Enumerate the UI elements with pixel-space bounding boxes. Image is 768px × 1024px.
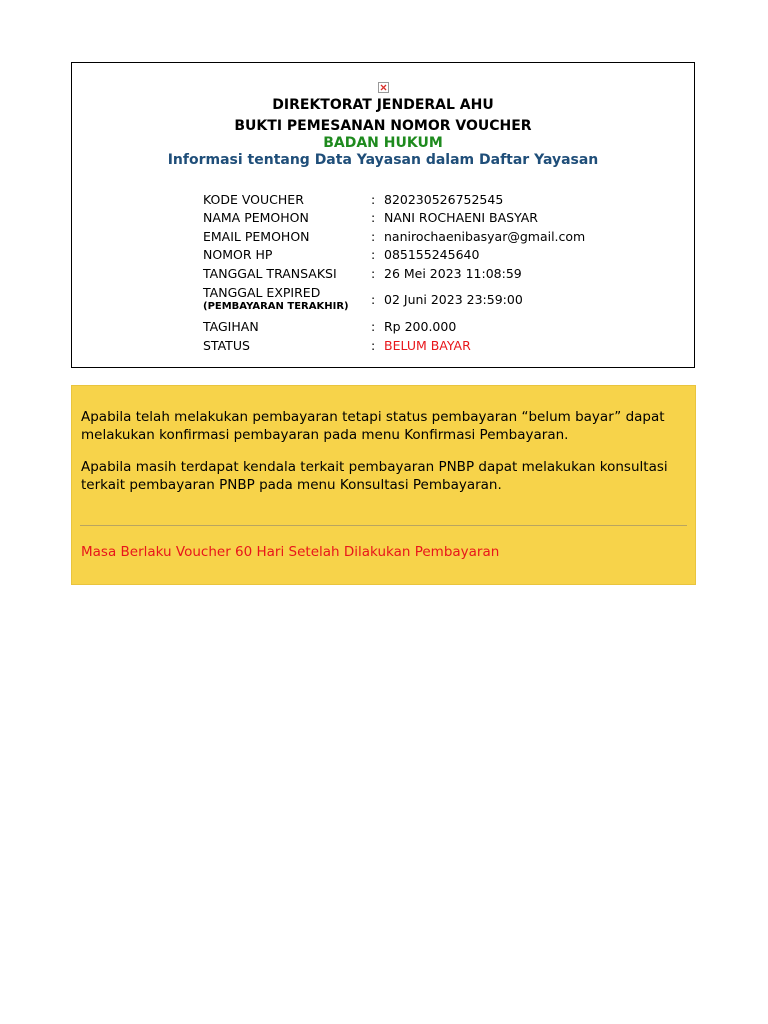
field-row-tanggal-transaksi: [203, 264, 663, 283]
field-row-nama-pemohon: [203, 209, 663, 228]
field-sublabel: (PEMBAYARAN TERAKHIR): [203, 301, 349, 312]
field-label: STATUS: [203, 337, 250, 353]
field-separator: :: [371, 210, 376, 226]
field-row-tagihan: [203, 318, 663, 337]
field-separator: :: [371, 247, 376, 263]
voucher-details: [203, 190, 663, 355]
applicant-email-value: nanirochaenibasyar@gmail.com: [384, 228, 586, 244]
field-label: TANGGAL EXPIRED: [203, 285, 321, 300]
field-row-kode-voucher: [203, 190, 663, 209]
payment-status-value: BELUM BAYAR: [384, 337, 471, 353]
consultation-instruction: Apabila masih terdapat kendala terkait pembayaran PNBP dapat melakukan konsultasi terkait pembayaran PNBP pada menu Konsultasi Pembayaran.: [81, 459, 668, 493]
voucher-code-value: 820230526752545: [384, 191, 504, 207]
field-label: NAMA PEMOHON: [203, 210, 309, 226]
info-subtitle: Informasi tentang Data Yayasan dalam Daftar Yayasan: [167, 152, 599, 168]
field-row-email-pemohon: [203, 227, 663, 246]
field-separator: :: [371, 337, 376, 353]
field-row-tanggal-expired: [203, 283, 663, 316]
field-label: NOMOR HP: [203, 247, 273, 263]
field-label-group: [203, 285, 371, 313]
field-separator: :: [371, 191, 376, 207]
applicant-name-value: NANI ROCHAENI BASYAR: [384, 210, 538, 226]
payment-notice-panel: [71, 385, 696, 585]
phone-number-value: 085155245640: [384, 247, 480, 263]
field-label: TAGIHAN: [203, 319, 259, 335]
voucher-receipt-card: [71, 62, 695, 368]
field-separator: :: [371, 319, 376, 335]
voucher-validity-note: Masa Berlaku Voucher 60 Hari Setelah Dilakukan Pembayaran: [81, 544, 500, 560]
document-title: BUKTI PEMESANAN NOMOR VOUCHER: [234, 118, 532, 134]
field-label: KODE VOUCHER: [203, 191, 304, 207]
agency-title: DIREKTORAT JENDERAL AHU: [272, 97, 494, 113]
bill-amount-value: Rp 200.000: [384, 319, 457, 335]
field-separator: :: [371, 265, 376, 281]
field-separator: :: [371, 291, 376, 307]
field-label: TANGGAL TRANSAKSI: [203, 265, 337, 281]
field-separator: :: [371, 228, 376, 244]
transaction-date-value: 26 Mei 2023 11:08:59: [384, 265, 522, 281]
entity-type-title: BADAN HUKUM: [323, 135, 443, 151]
expiry-date-value: 02 Juni 2023 23:59:00: [384, 291, 523, 307]
field-row-nomor-hp: [203, 246, 663, 265]
field-row-status: [203, 336, 663, 355]
confirmation-instruction: Apabila telah melakukan pembayaran tetapi status pembayaran “belum bayar” dapat melakukan konfirmasi pembayaran pada menu Konfirmasi Pembayaran.: [81, 409, 665, 443]
broken-image-icon: [378, 82, 389, 93]
field-label: EMAIL PEMOHON: [203, 228, 310, 244]
divider: [80, 525, 687, 526]
